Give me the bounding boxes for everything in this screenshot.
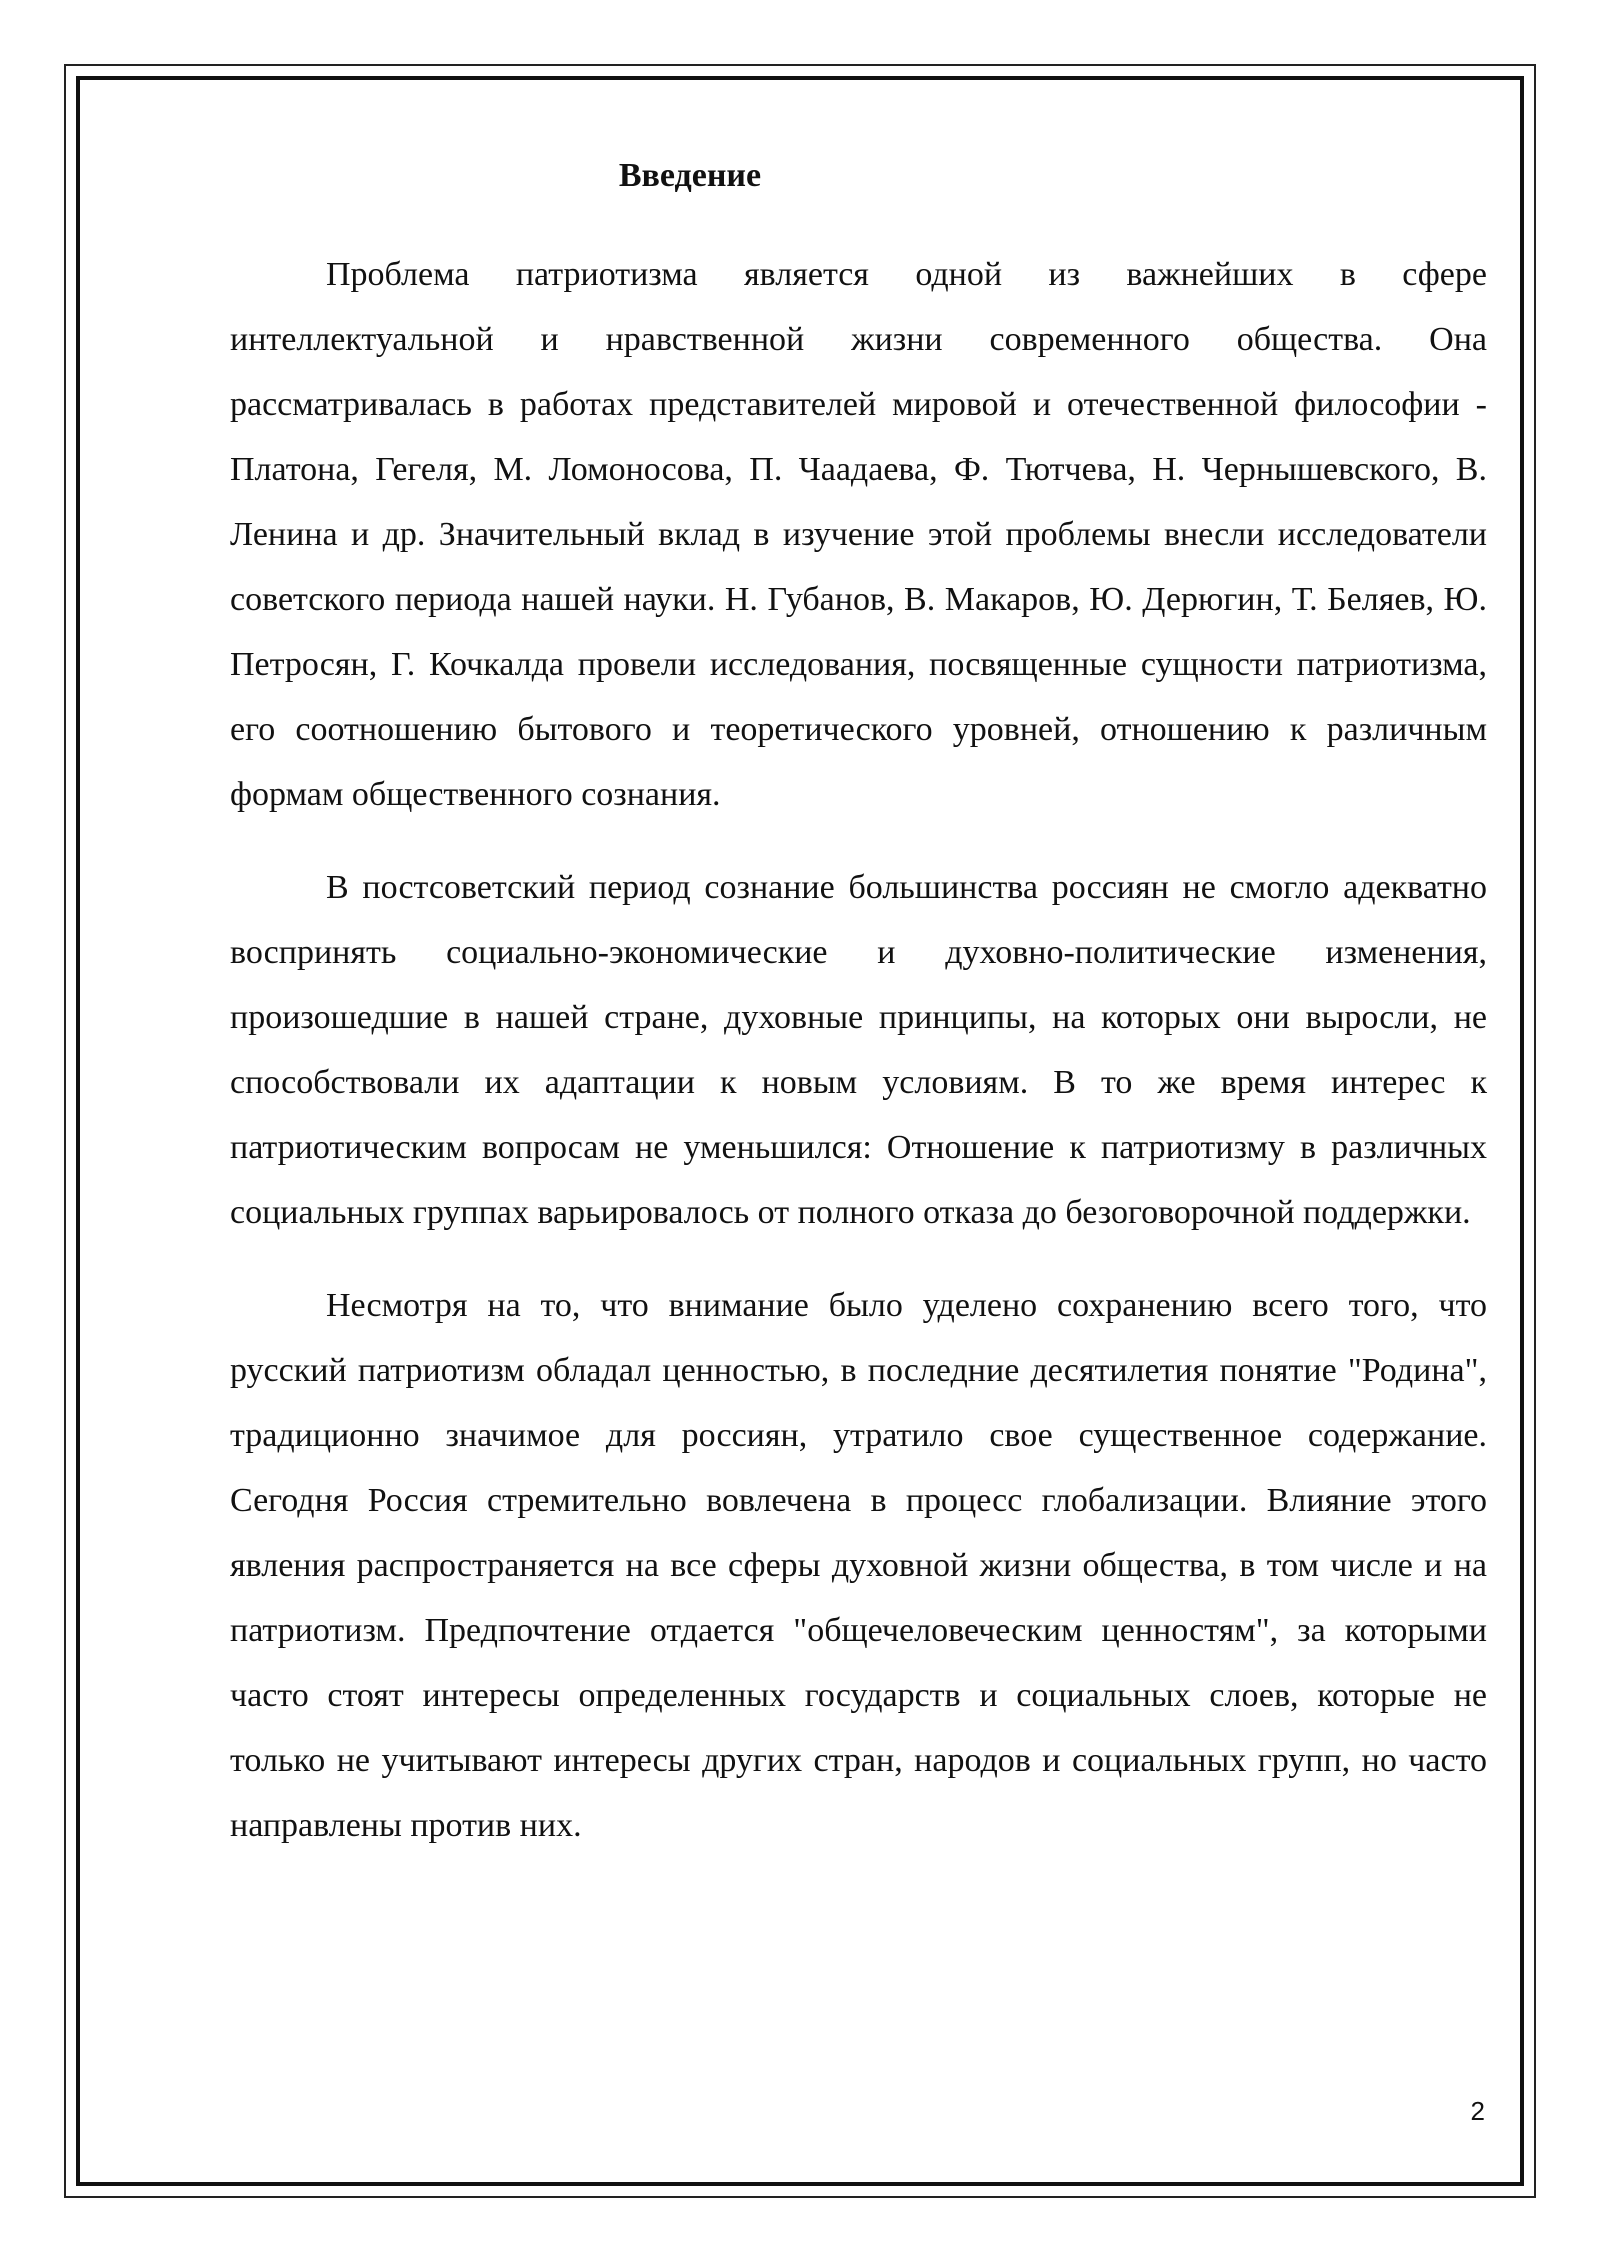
paragraph-3: Несмотря на то, что внимание было уделено сохранению всего того, что русский патриотизм обладал ценностью, в последние десятилетия понятие "Родина", традиционно значимое для россиян, утратило свое существенное содержание. Сегодня Россия стремительно вовлечена в процесс глобализации. Влияние этого явления распространяется на все сферы духовной жизни общества, в том числе и на патриотизм. Предпочтение отдается "общечеловеческим ценностям", за которыми часто стоят интересы определенных государств и социальных слоев, которые не только не учитывают интересы других стран, народов и социальных групп, но часто направлены против них. <box>230 1287 1487 1844</box>
paragraph-2: В постсоветский период сознание большинства россиян не смогло адекватно воспринять социально-экономические и духовно-политические изменения, произошедшие в нашей стране, духовные принципы, на которых они выросли, не способствовали их адаптации к новым условиям. В то же время интерес к патриотическим вопросам не уменьшился: Отношение к патриотизму в различных социальных группах варьировалось от полного отказа до безоговорочной поддержки. <box>230 869 1487 1231</box>
page-number: 2 <box>1470 2096 1485 2126</box>
section-title: Введение <box>618 157 762 194</box>
document-body <box>230 242 1487 1886</box>
paragraph-1: Проблема патриотизма является одной из важнейших в сфере интеллектуальной и нравственной жизни современного общества. Она рассматривалась в работах представителей мировой и отечественной философии - Платона, Гегеля, М. Ломоносова, П. Чаадаева, Ф. Тютчева, Н. Чернышевского, В. Ленина и др. Значительный вклад в изучение этой проблемы внесли исследователи советского периода нашей науки. Н. Губанов, В. Макаров, Ю. Дерюгин, Т. Беляев, Ю. Петросян, Г. Кочкалда провели исследования, посвященные сущности патриотизма, его соотношению бытового и теоретического уровней, отношению к различным формам общественного сознания. <box>230 256 1487 813</box>
